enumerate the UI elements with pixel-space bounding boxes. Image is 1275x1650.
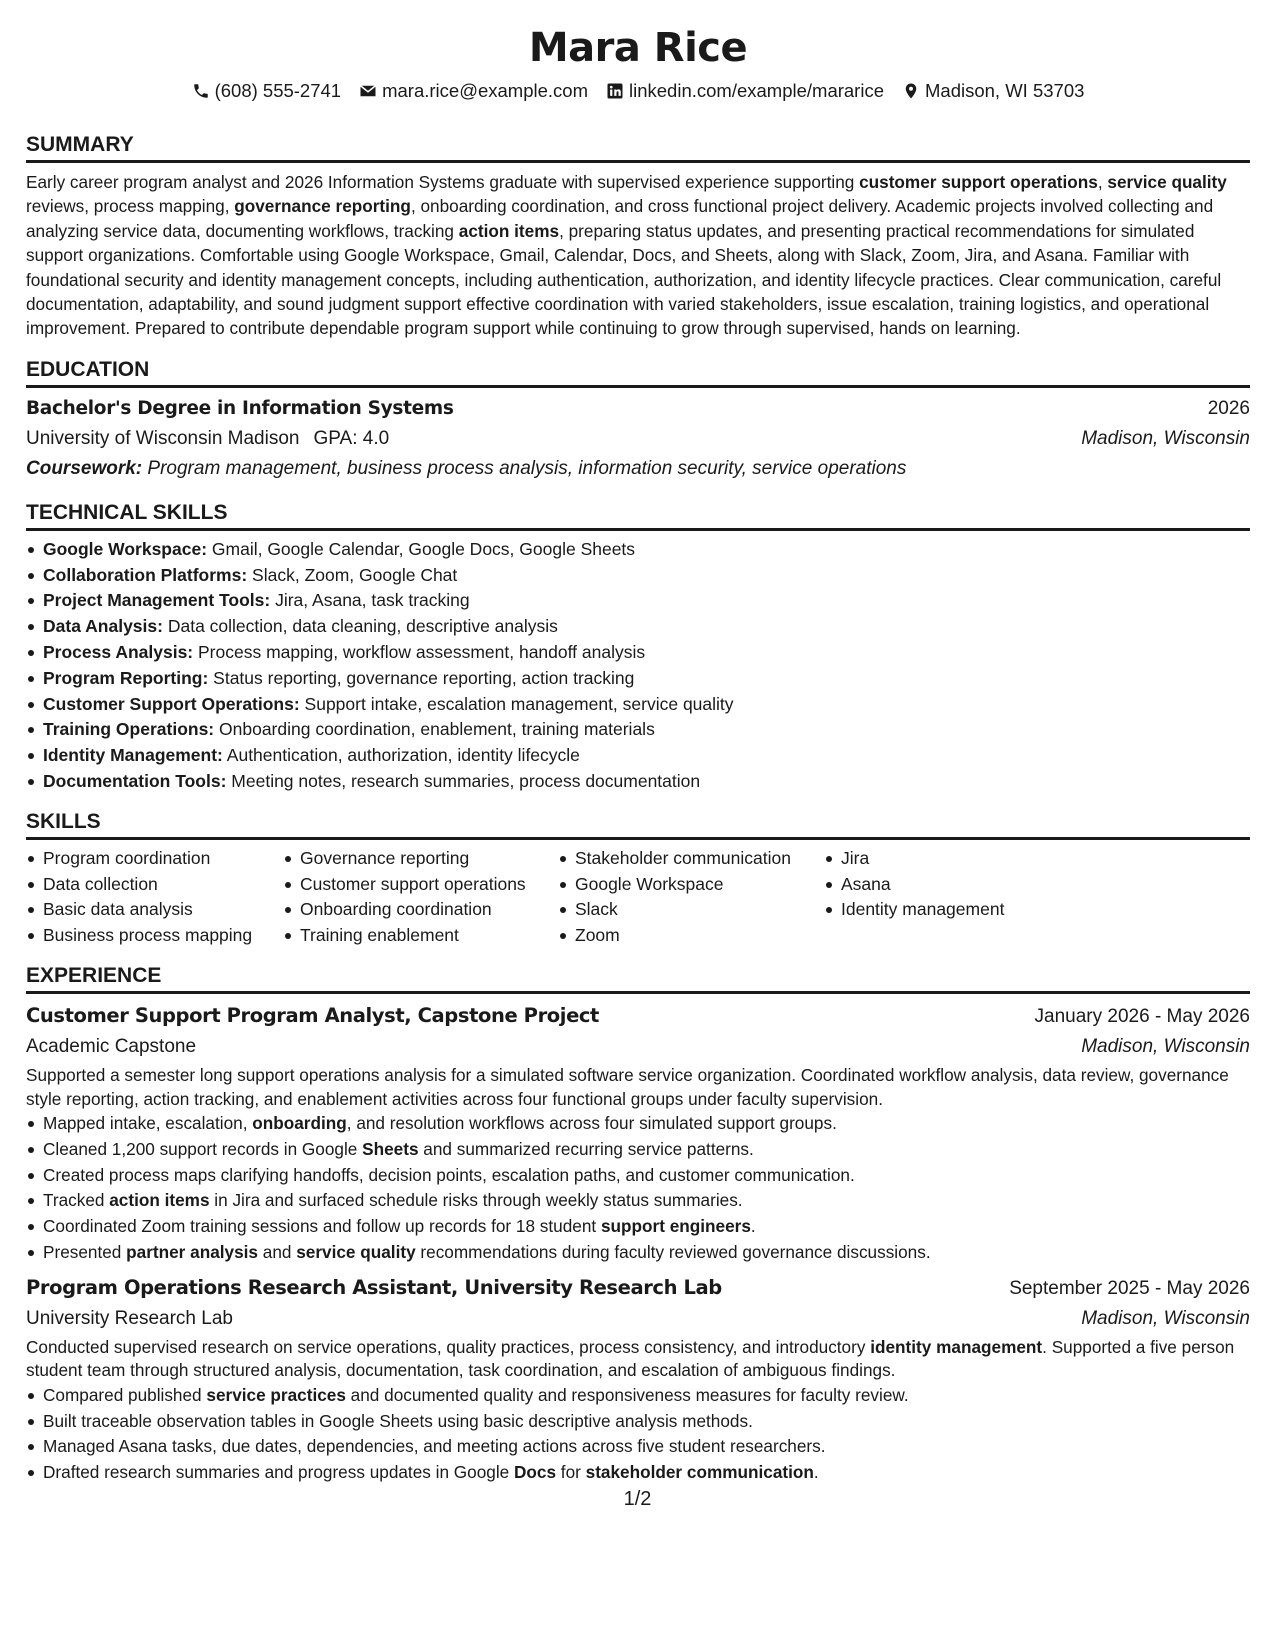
summary-text: , (1097, 172, 1108, 192)
skill-item: Onboarding coordination (283, 897, 558, 923)
skill-item: Basic data analysis (26, 897, 283, 923)
skill-item: Slack (558, 897, 824, 923)
skills-heading: SKILLS (26, 809, 101, 833)
technical-skill-item (26, 588, 1250, 614)
technical-skill-text: Meeting notes, research summaries, process documentation (226, 771, 701, 792)
skills-column (824, 846, 1124, 949)
technical-skill-label: Collaboration Platforms: (43, 564, 248, 585)
job-bullet-bold: onboarding (252, 1113, 347, 1133)
job-bullet-bold: Docs (514, 1462, 557, 1483)
summary-text: , preparing status updates, and presenting practical recommendations for simulated support organizations. Comfortable using Google Workspace, Gmail, Calendar, Docs, and Sheets, along with Slack, Zoom, Jira, and Asana. Familiar with foundational security and identity management concepts, including authentication, authorization, and identity lifecycle practices. Clear communication, careful documentation, adaptability, and sound judgment support effective coordination with varied stakeholders, issue escalation, training logistics, and operational improvement. Prepared to contribute dependable program support while continuing to grow through supervised, hands on learning. (26, 220, 1222, 339)
job-description-text: Supported a semester long support operations analysis for a simulated software service organization. Coordinated workflow analysis, data review, governance style reporting, action tracking, and enablement activities across four functional groups under faculty supervision. (26, 1065, 1229, 1109)
technical-skill-text: Slack, Zoom, Google Chat (247, 564, 458, 585)
technical-skill-item (26, 692, 1250, 718)
job-bullet-text: Cleaned 1,200 support records in Google (43, 1138, 363, 1159)
skill-item: Program coordination (26, 846, 283, 872)
skill-item: Google Workspace (558, 872, 824, 898)
job-bullet-text: Tracked (43, 1190, 110, 1211)
school-info (26, 424, 389, 454)
technical-skill-item (26, 717, 1250, 743)
email-link[interactable]: mara.rice@example.com (382, 80, 588, 101)
technical-skill-label: Documentation Tools: (43, 771, 227, 792)
envelope-icon (359, 82, 377, 100)
summary-text: , onboarding coordination, and cross functional project delivery. Academic projects involved collecting and analyzing service data, documenting workflows, tracking (26, 196, 1214, 241)
skill-item: Identity management (824, 897, 1124, 923)
job-org-row (26, 1032, 1250, 1062)
coursework (26, 454, 1250, 484)
summary-rule (26, 160, 1250, 163)
technical-skill-text: Process mapping, workflow assessment, handoff analysis (193, 642, 646, 663)
school-row (26, 424, 1250, 454)
job-bullet-text: in Jira and surfaced schedule risks through weekly status summaries. (209, 1190, 743, 1211)
job-org-row (26, 1304, 1250, 1334)
technical-skill-text: Data collection, data cleaning, descriptive analysis (162, 616, 558, 637)
summary-bold: governance reporting (234, 196, 411, 217)
job-description (26, 1336, 1250, 1383)
linkedin-icon (606, 82, 624, 100)
job-dates: September 2025 - May 2026 (1009, 1277, 1250, 1299)
school-name: University of Wisconsin Madison (26, 427, 300, 449)
job-entry (26, 1000, 1250, 1266)
linkedin-link[interactable]: linkedin.com/example/mararice (629, 80, 884, 101)
job-entry (26, 1272, 1250, 1486)
technical-skill-label: Identity Management: (43, 745, 223, 766)
job-bullet (26, 1383, 1250, 1409)
skill-item: Asana (824, 872, 1124, 898)
candidate-name: Mara Rice (528, 25, 748, 71)
summary-heading: SUMMARY (26, 133, 134, 156)
job-dates: January 2026 - May 2026 (1034, 1006, 1250, 1027)
job-bullet-text: . (750, 1216, 756, 1237)
job-description-text: Conducted supervised research on service operations, quality practices, process consistency, and introductory (26, 1336, 871, 1357)
coursework-label: Coursework: (26, 457, 143, 479)
job-location: Madison, Wisconsin (1081, 1307, 1250, 1329)
map-pin-icon (902, 82, 920, 100)
job-bullet-text: Built traceable observation tables in Google Sheets using basic descriptive analysis methods. (43, 1410, 753, 1431)
job-description-text: . Supported a five person student team through structured analysis, documentation, task coordination, and escalation of ambiguous findings. (26, 1336, 1235, 1381)
job-org: University Research Lab (26, 1307, 233, 1329)
job-bullet-bold: service practices (206, 1384, 346, 1405)
resume-page (26, 0, 1250, 1486)
technical-skill-text: Jira, Asana, task tracking (270, 590, 470, 611)
summary-bold: action items (458, 220, 560, 241)
technical-skill-text: Gmail, Google Calendar, Google Docs, Google Sheets (207, 538, 636, 559)
technical-skill-label: Program Reporting: (43, 667, 209, 688)
phone-icon (192, 82, 210, 100)
job-bullets (26, 1383, 1250, 1486)
technical-skills-rule (26, 528, 1250, 531)
contact-email[interactable] (359, 78, 588, 104)
skill-item: Data collection (26, 872, 283, 898)
experience-rule (26, 991, 1250, 994)
job-bullet-text: and documented quality and responsiveness measures for faculty review. (345, 1384, 909, 1405)
technical-skill-text: Support intake, escalation management, service quality (299, 693, 734, 714)
job-header (26, 1272, 1250, 1304)
gpa: GPA: 4.0 (313, 427, 390, 449)
skill-item: Governance reporting (283, 846, 558, 872)
summary-bold: customer support operations (859, 172, 1098, 192)
technical-skill-item (26, 563, 1250, 589)
school-location: Madison, Wisconsin (1081, 427, 1250, 449)
technical-skill-label: Customer Support Operations: (43, 693, 300, 714)
job-bullet (26, 1214, 1250, 1240)
skills-grid (26, 846, 1250, 949)
technical-skill-item (26, 614, 1250, 640)
skills-column (26, 846, 283, 949)
education-heading: EDUCATION (26, 357, 150, 381)
job-bullet-text: and summarized recurring service patterns. (418, 1138, 754, 1159)
technical-skill-item (26, 537, 1250, 563)
experience-list (26, 1000, 1250, 1486)
job-description-bold: identity management (870, 1336, 1043, 1357)
summary-text (26, 170, 1250, 341)
job-bullet (26, 1409, 1250, 1435)
job-bullet (26, 1240, 1250, 1266)
skills-column (558, 846, 824, 949)
skill-item: Customer support operations (283, 872, 558, 898)
technical-skill-label: Training Operations: (43, 719, 215, 740)
technical-skill-text: Status reporting, governance reporting, action tracking (208, 667, 635, 688)
technical-skill-item (26, 743, 1250, 769)
technical-skill-label: Process Analysis: (43, 642, 194, 663)
job-bullet-bold: action items (109, 1190, 210, 1211)
job-header (26, 1000, 1250, 1032)
technical-skill-label: Project Management Tools: (43, 590, 271, 611)
technical-skill-item (26, 769, 1250, 795)
skill-item: Business process mapping (26, 923, 283, 949)
job-bullet-text: Coordinated Zoom training sessions and follow up records for 18 student (43, 1216, 601, 1237)
job-bullet-bold: partner analysis (126, 1241, 258, 1262)
job-bullet (26, 1111, 1250, 1137)
job-title: Customer Support Program Analyst, Capstone Project (26, 1004, 599, 1027)
contact-location (902, 78, 1084, 104)
technical-skill-label: Google Workspace: (43, 538, 208, 559)
degree-title: Bachelor's Degree in Information Systems (26, 397, 454, 419)
skill-item: Jira (824, 846, 1124, 872)
job-bullet-bold: Sheets (362, 1138, 419, 1159)
technical-skill-item (26, 640, 1250, 666)
job-bullet-bold: stakeholder communication (585, 1462, 814, 1483)
job-bullet (26, 1434, 1250, 1460)
skill-item: Stakeholder communication (558, 846, 824, 872)
job-bullet-text: , and resolution workflows across four simulated support groups. (346, 1113, 837, 1133)
location-text: Madison, WI 53703 (925, 80, 1085, 101)
job-bullets (26, 1111, 1250, 1266)
contact-linkedin[interactable] (606, 78, 884, 104)
job-location: Madison, Wisconsin (1081, 1036, 1250, 1057)
technical-skill-text: Onboarding coordination, enablement, training materials (214, 719, 655, 740)
degree-row (26, 394, 1250, 424)
phone-text: (608) 555-2741 (214, 80, 342, 101)
job-org: Academic Capstone (26, 1036, 197, 1057)
skill-item: Training enablement (283, 923, 558, 949)
job-bullet-text: Created process maps clarifying handoffs, decision points, escalation paths, and customer communication. (43, 1164, 855, 1185)
job-bullet (26, 1163, 1250, 1189)
job-bullet (26, 1188, 1250, 1214)
technical-skills-heading: TECHNICAL SKILLS (26, 500, 228, 524)
job-bullet-text: Managed Asana tasks, due dates, dependencies, and meeting actions across five student researchers. (43, 1436, 826, 1457)
contact-bar (26, 78, 1250, 104)
education-rule (26, 385, 1250, 388)
job-bullet-text: Presented (43, 1241, 127, 1262)
job-bullet-bold: service quality (296, 1241, 416, 1262)
technical-skill-text: Authentication, authorization, identity lifecycle (222, 745, 580, 766)
coursework-text: Program management, business process analysis, information security, service operations (142, 457, 907, 479)
summary-text: Early career program analyst and 2026 Information Systems graduate with supervised experience supporting (26, 172, 860, 192)
experience-heading: EXPERIENCE (26, 964, 162, 987)
job-bullet-text: for (556, 1462, 586, 1483)
summary-bold: service quality (1107, 172, 1227, 192)
contact-phone (192, 78, 342, 104)
page-number: 1/2 (623, 1488, 652, 1510)
technical-skill-item (26, 666, 1250, 692)
technical-skill-label: Data Analysis: (43, 616, 163, 637)
job-bullet (26, 1460, 1250, 1486)
summary-text: reviews, process mapping, (26, 196, 235, 217)
skills-column (283, 846, 558, 949)
job-description (26, 1064, 1250, 1111)
job-bullet-text: and (257, 1241, 297, 1262)
job-bullet (26, 1137, 1250, 1163)
job-title: Program Operations Research Assistant, University Research Lab (26, 1275, 722, 1299)
skill-item: Zoom (558, 923, 824, 949)
graduation-year: 2026 (1207, 397, 1250, 419)
job-bullet-text: . (813, 1462, 819, 1483)
job-bullet-text: recommendations during faculty reviewed governance discussions. (415, 1241, 931, 1262)
job-bullet-text: Compared published (43, 1384, 207, 1405)
technical-skills-list (26, 537, 1250, 795)
skills-rule (26, 837, 1250, 840)
job-bullet-text: Mapped intake, escalation, (43, 1113, 253, 1133)
job-bullet-text: Drafted research summaries and progress updates in Google (43, 1462, 514, 1483)
job-bullet-bold: support engineers (600, 1216, 751, 1237)
